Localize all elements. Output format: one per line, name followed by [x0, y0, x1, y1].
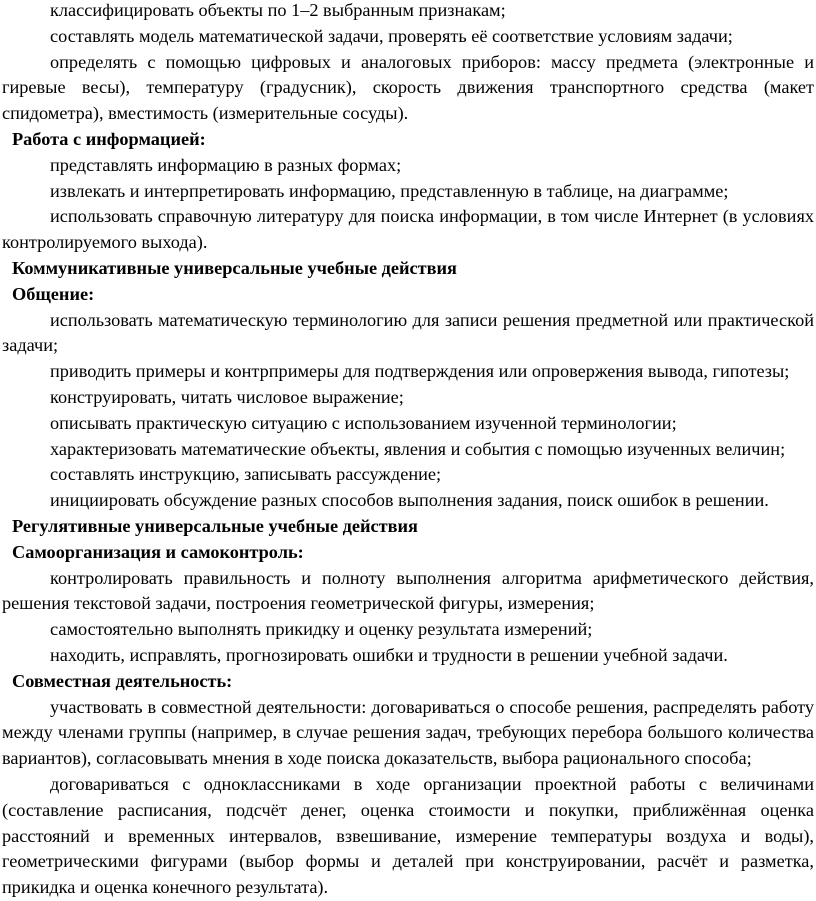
list-item: составлять инструкцию, записывать рассуждение;	[50, 464, 442, 485]
list-item: описывать практическую ситуацию с использованием изученной терминологии;	[50, 412, 677, 433]
list-item: определять с помощью цифровых и аналоговых приборов: массу предмета (электронные и гиревые весы), температуру (градусник), скорость движения транспортного средства (макет спидометра), вместимость (измерительные сосуды).	[2, 51, 814, 124]
list-item: использовать математическую терминологию для записи решения предметной или практической задачи;	[2, 309, 814, 356]
list-item: классифицировать объекты по 1–2 выбранным признакам;	[50, 0, 506, 20]
subsection-heading-joint-activity: Совместная деятельность:	[12, 670, 233, 691]
list-item: приводить примеры и контрпримеры для подтверждения или опровержения вывода, гипотезы;	[50, 361, 790, 382]
section-heading-regulative: Регулятивные универсальные учебные действия	[12, 515, 418, 536]
subsection-heading-communication: Общение:	[12, 283, 95, 304]
list-item: использовать справочную литературу для поиска информации, в том числе Интернет (в условиях контролируемого выхода).	[2, 206, 814, 253]
list-item: договариваться с одноклассниками в ходе организации проектной работы с величинами (составление расписания, подсчёт денег, оценка стоимости и покупки, приближённая оценка расстояний и временных интервалов, взвешивание, измерение температуры воздуха и воды), геометрическими фигурами (выбор формы и деталей при конструировании, расчёт и разметка, прикидка и оценка конечного результата).	[2, 773, 814, 898]
section-heading-communicative: Коммуникативные универсальные учебные действия	[12, 257, 457, 278]
section-heading-info: Работа с информацией:	[12, 128, 206, 149]
subsection-heading-self-control: Самоорганизация и самоконтроль:	[12, 541, 304, 562]
list-item: находить, исправлять, прогнозировать ошибки и трудности в решении учебной задачи.	[50, 644, 728, 665]
list-item: составлять модель математической задачи, проверять её соответствие условиям задачи;	[50, 25, 733, 46]
list-item: контролировать правильность и полноту выполнения алгоритма арифметического действия, решения текстовой задачи, построения геометрической фигуры, измерения;	[2, 567, 814, 614]
list-item: самостоятельно выполнять прикидку и оценку результата измерений;	[50, 619, 593, 640]
list-item: представлять информацию в разных формах;	[50, 154, 402, 175]
list-item: извлекать и интерпретировать информацию, представленную в таблице, на диаграмме;	[50, 180, 729, 201]
list-item: участвовать в совместной деятельности: договариваться о способе решения, распределять работу между членами группы (например, в случае решения задач, требующих перебора большого количества вариантов), согласовывать мнения в ходе поиска доказательств, выбора рационального способа;	[2, 696, 814, 769]
list-item: характеризовать математические объекты, явления и события с помощью изученных величин;	[50, 438, 786, 459]
list-item: инициировать обсуждение разных способов выполнения задания, поиск ошибок в решении.	[50, 490, 769, 511]
list-item: конструировать, читать числовое выражение;	[50, 386, 404, 407]
